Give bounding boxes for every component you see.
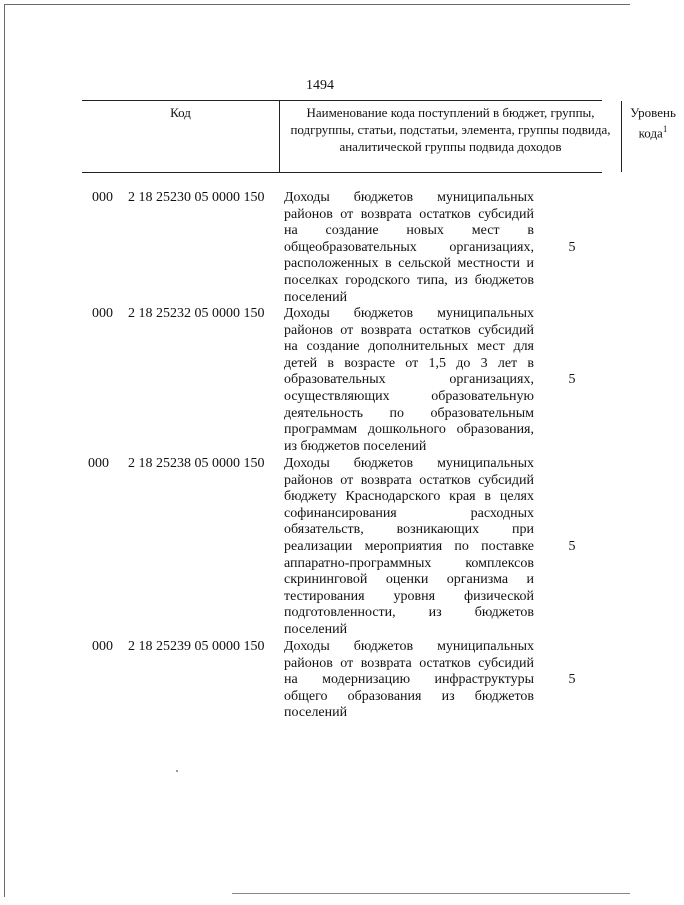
row-code: 2 18 25238 05 0000 150 bbox=[128, 456, 265, 471]
row-name: Доходы бюджетов муниципальных районов от возврата остатков субсидий на создание новых мест в общеобразовательных организациях, расположенных в сельской местности и поселках городского типа, из бюджетов поселений bbox=[284, 190, 534, 305]
row-prefix: 000 bbox=[88, 456, 109, 471]
row-name: Доходы бюджетов муниципальных районов от возврата остатков субсидий на модернизацию инфраструктуры общего образования из бюджетов поселений bbox=[284, 639, 534, 721]
row-level: 5 bbox=[568, 539, 576, 554]
table-header bbox=[82, 100, 676, 173]
header-name: Наименование кода поступлений в бюджет, группы, подгруппы, статьи, подстатьи, элемента, группы подвида, аналитической группы подвида доходов bbox=[280, 101, 622, 172]
row-prefix: 000 bbox=[92, 639, 113, 654]
header-level bbox=[622, 101, 684, 172]
footer-edge-line bbox=[232, 893, 630, 894]
row-prefix: 000 bbox=[92, 306, 113, 321]
header-level-label: Уровень кода bbox=[630, 105, 676, 141]
row-prefix: 000 bbox=[92, 190, 113, 205]
row-code: 2 18 25230 05 0000 150 bbox=[128, 190, 265, 205]
row-level: 5 bbox=[568, 372, 576, 387]
header-code: Код bbox=[82, 101, 280, 172]
row-name: Доходы бюджетов муниципальных районов от возврата остатков субсидий на создание дополнительных мест для детей в возрасте от 1,5 до 3 лет в образовательных организациях, осуществляющих образовательную деятельность по образовательным программам дошкольного образования, из бюджетов поселений bbox=[284, 306, 534, 454]
page-number: 1494 bbox=[306, 78, 334, 93]
row-name: Доходы бюджетов муниципальных районов от возврата остатков субсидий бюджету Краснодарского края в целях софинансирования расходных обязательств, возникающих при реализации мероприятия по поставке аппаратно-программных комплексов скрининговой оценки организма и тестирования уровня физической подготовленности, из бюджетов поселений bbox=[284, 456, 534, 637]
row-code: 2 18 25239 05 0000 150 bbox=[128, 639, 265, 654]
header-level-footnote: 1 bbox=[662, 124, 668, 134]
scan-speck bbox=[176, 770, 178, 772]
row-code: 2 18 25232 05 0000 150 bbox=[128, 306, 265, 321]
row-level: 5 bbox=[568, 672, 576, 687]
row-level: 5 bbox=[568, 240, 576, 255]
